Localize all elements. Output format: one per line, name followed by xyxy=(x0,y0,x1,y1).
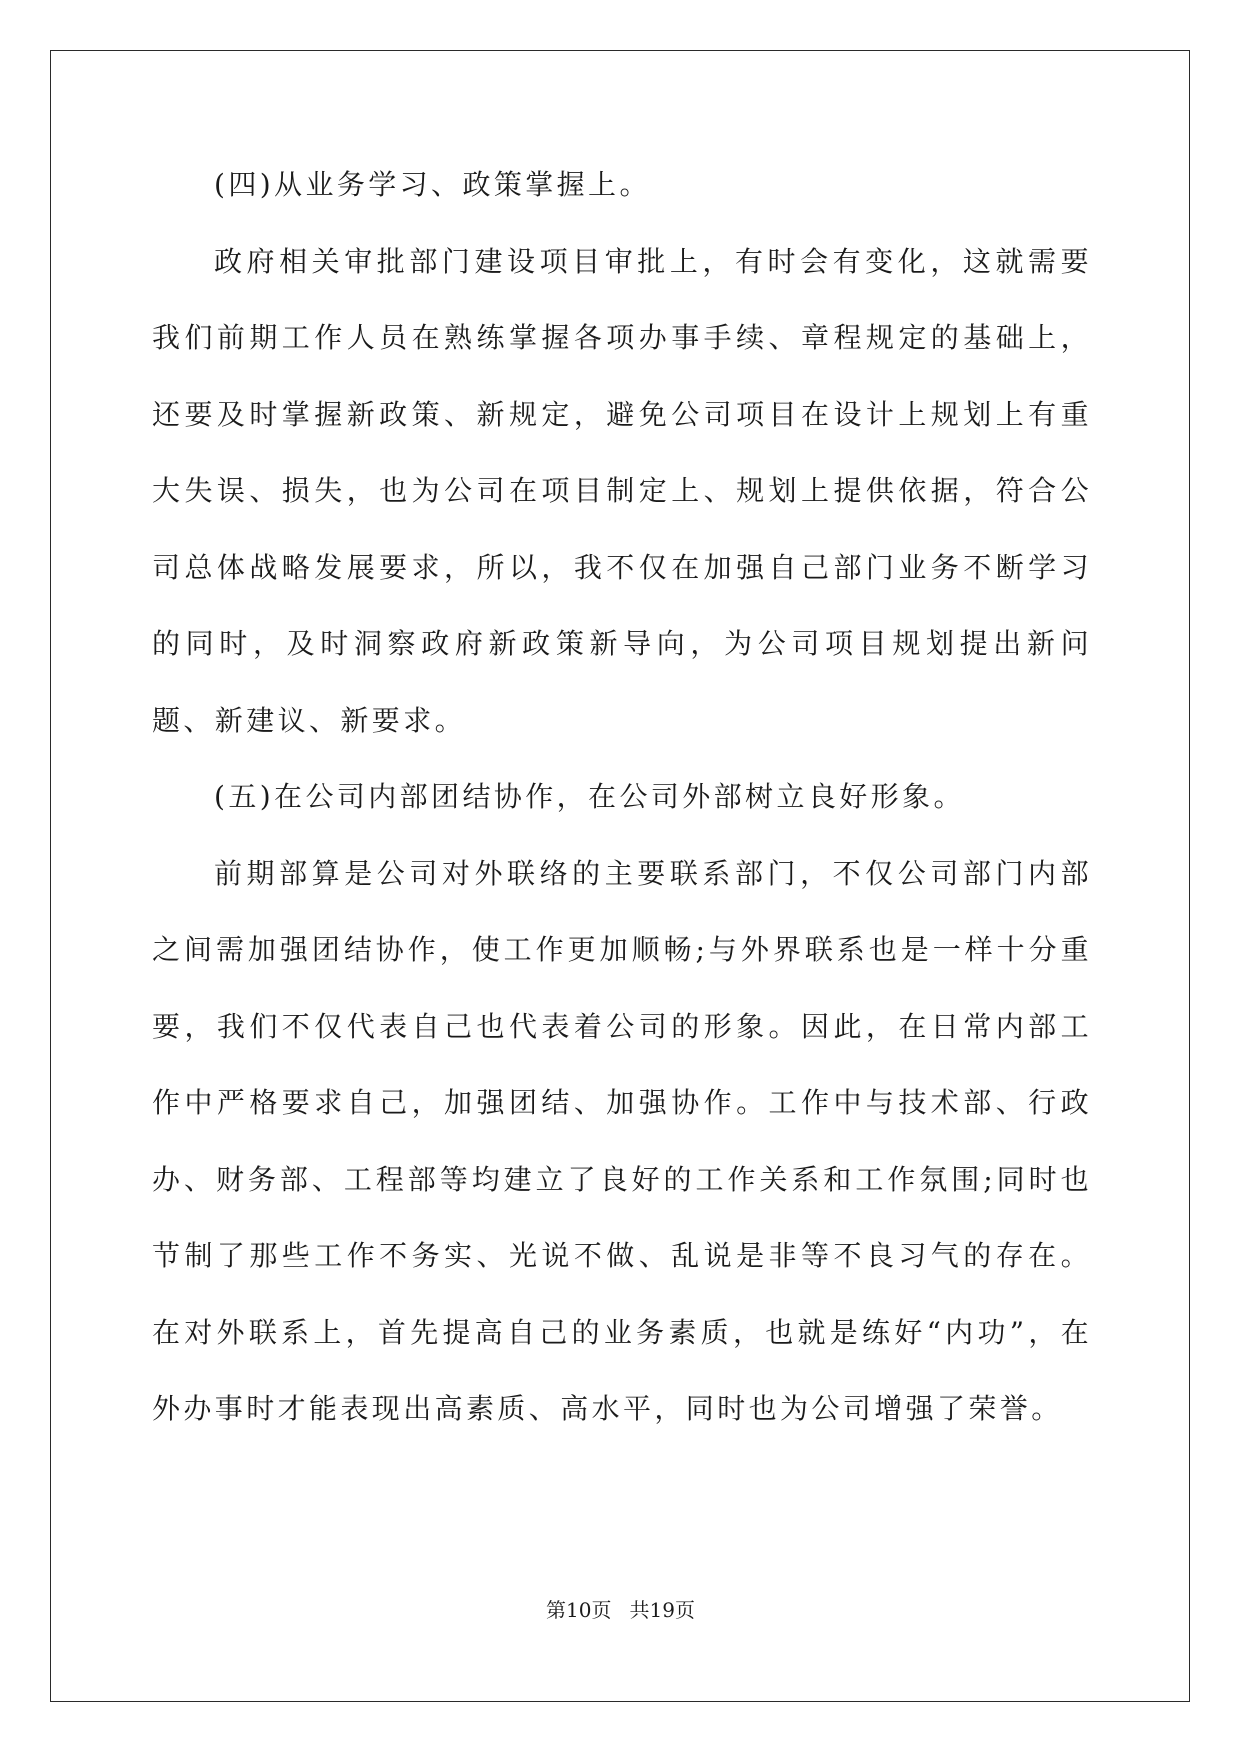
section-heading-4: (四)从业务学习、政策掌握上。 xyxy=(214,168,651,201)
section-heading-5: (五)在公司内部团结协作，在公司外部树立良好形象。 xyxy=(214,780,965,813)
page-footer xyxy=(0,1598,1241,1622)
current-page-number: 第10页 xyxy=(546,1598,612,1622)
body-paragraph: 前期部算是公司对外联络的主要联系部门，不仅公司部门内部之间需加强团结协作，使工作更加顺畅;与外界联系也是一样十分重要，我们不仅代表自己也代表着公司的形象。因此，在日常内部工作中严格要求自己，加强团结、加强协作。工作中与技术部、行政办、财务部、工程部等均建立了良好的工作关系和工作氛围;同时也节制了那些工作不务实、光说不做、乱说是非等不良习气的存在。在对外联系上，首先提高自己的业务素质，也就是练好“内功”，在外办事时才能表现出高素质、高水平，同时也为公司增强了荣誉。 xyxy=(152,856,1092,1425)
document-body xyxy=(152,147,1092,1448)
body-paragraph: 政府相关审批部门建设项目审批上，有时会有变化，这就需要我们前期工作人员在熟练掌握各项办事手续、章程规定的基础上，还要及时掌握新政策、新规定，避免公司项目在设计上规划上有重大失误、损失，也为公司在项目制定上、规划上提供依据，符合公司总体战略发展要求，所以，我不仅在加强自己部门业务不断学习的同时，及时洞察政府新政策新导向，为公司项目规划提出新问题、新建议、新要求。 xyxy=(152,244,1092,737)
total-page-count: 共19页 xyxy=(629,1598,695,1622)
